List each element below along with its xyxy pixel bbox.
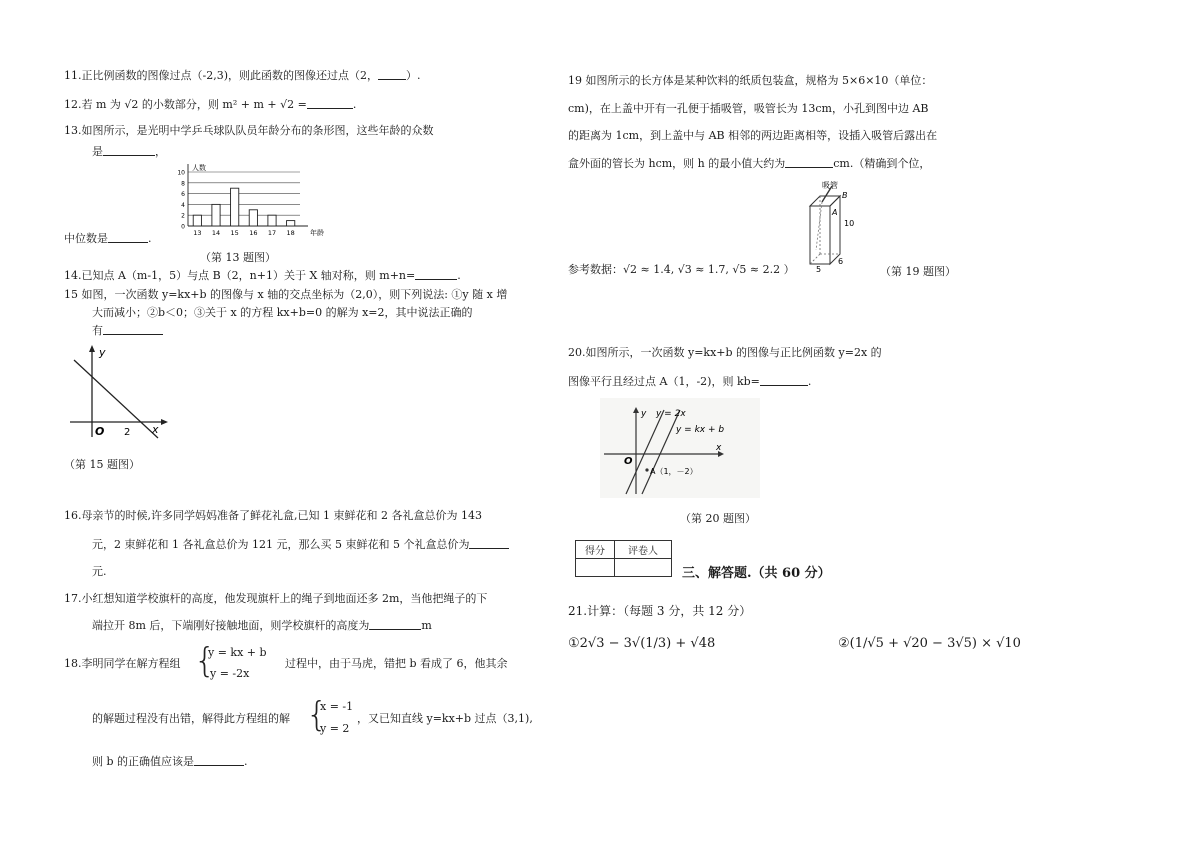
q13-caption: （第 13 题图）: [200, 251, 276, 264]
q19-box-figure: [800, 180, 880, 275]
q13-bar: [268, 215, 276, 226]
q16-blank[interactable]: [469, 537, 509, 549]
q19-caption: （第 19 题图）: [880, 265, 956, 278]
q19-line4-tail: cm.（精确到个位，: [833, 157, 931, 170]
q21-formula-2-text: ②(1/√5 + √20 − 3√5) × √10: [838, 636, 1021, 651]
q20-origin-label: O: [624, 456, 633, 467]
q19-line3: 的距离为 1cm，到上盖中与 AB 相邻的两边距离相等，设插入吸管后露出在: [568, 129, 938, 142]
q13-ytick-label: 8: [181, 180, 185, 188]
q20-point-a: [645, 468, 648, 471]
q21-formula-2: [838, 636, 1021, 651]
q19-label-a: A: [832, 208, 838, 217]
q13-ylabel: 人数: [192, 164, 206, 172]
q16-line2-text: 元，2 束鲜花和 1 各礼盒总价为 121 元，那么买 5 束鲜花和 5 个礼盒总价为: [92, 538, 470, 551]
q12: 12.若 m 为 √2 的小数部分，则 m² + m + √2 = .: [64, 98, 357, 111]
q20-y-label: y: [641, 409, 647, 419]
q15-line: [74, 360, 158, 438]
q13-ytick-label: 4: [181, 201, 185, 209]
q14-text: 14.已知点 A（m-1，5）与点 B（2，n+1）关于 X 轴对称，则 m+n=: [64, 269, 416, 282]
q17-line1: 17.小红想知道学校旗杆的高度，他发现旗杆上的绳子到地面还多 2m，当他把绳子的下: [64, 592, 488, 605]
q20-blank[interactable]: [760, 374, 808, 386]
q20-point-label: A（1，－2）: [650, 467, 698, 476]
q15-blank[interactable]: [103, 323, 163, 335]
q20-x-label: x: [716, 443, 722, 453]
q12-text: 12.若 m 为 √2 的小数部分，则 m² + m + √2 =: [64, 98, 307, 111]
q20-graph: [600, 398, 760, 498]
q19-side-face: [830, 196, 840, 264]
q18-line3-text: 则 b 的正确值应该是: [92, 755, 195, 768]
q13-xtick-label: 14: [211, 229, 221, 237]
q18-eq2: y = -2x: [210, 667, 250, 680]
q19-line4-text: 盒外面的管长为 hcm，则 h 的最小值大约为: [568, 157, 786, 170]
q19-front-face: [810, 206, 830, 264]
q15-graph: [64, 342, 174, 442]
q13-blank-mode[interactable]: [103, 144, 155, 156]
q18-line2-post: ，又已知直线 y=kx+b 过点（3,1),: [357, 712, 533, 725]
q16-line1: 16.母亲节的时候,许多同学妈妈准备了鲜花礼盒,已知 1 束鲜花和 2 各礼盒总价为 143: [64, 509, 482, 522]
q12-blank[interactable]: [307, 97, 353, 109]
q20-line2-text: 图像平行且经过点 A（1，-2)，则 kb=: [568, 375, 760, 388]
q13-line3-text: 中位数是: [64, 232, 108, 245]
q17-line2: [92, 618, 432, 633]
q11-blank[interactable]: [378, 68, 406, 80]
q13-bar: [231, 188, 239, 226]
q13-ytick-label: 6: [181, 191, 185, 199]
q11-text: 11.正比例函数的图像过点（-2,3)，则此函数的图像还过点（2，: [64, 69, 378, 82]
q13-ytick-label: 2: [181, 212, 185, 220]
q13-xtick-label: 15: [230, 229, 239, 237]
q13-line1: 13.如图所示，是光明中学乒乓球队队员年龄分布的条形图，这些年龄的众数: [64, 124, 434, 137]
q19-line1: 19 如图所示的长方体是某种饮料的纸质包装盒，规格为 5×6×10（单位：: [568, 74, 933, 87]
q13-xtick-label: 13: [193, 229, 202, 237]
q17-unit: m: [421, 619, 432, 632]
q14: 14.已知点 A（m-1，5）与点 B（2，n+1）关于 X 轴对称，则 m+n= .: [64, 269, 461, 282]
q18-eq1: y = kx + b: [208, 646, 267, 659]
q20-caption: （第 20 题图）: [680, 512, 756, 525]
grader-cell[interactable]: [615, 559, 672, 577]
q15-y-arrow: [89, 345, 95, 352]
q13-bar: [287, 221, 295, 226]
section3-heading: 三、解答题.（共 60 分）: [682, 566, 831, 581]
q18-sol2: y = 2: [320, 722, 350, 735]
q18-pre: 18.李明同学在解方程组: [64, 657, 181, 670]
q15-x-arrow: [161, 419, 168, 425]
q16-line3: 元.: [92, 565, 107, 578]
q15-origin-label: O: [95, 425, 105, 438]
q13-xtick-label: 16: [249, 229, 258, 237]
q15-caption: （第 15 题图）: [64, 458, 140, 471]
q19-label-b: B: [842, 191, 848, 200]
score-table: [575, 540, 672, 577]
q18-brace-2: {: [306, 695, 328, 735]
q13-line3: 中位数是 .: [64, 232, 152, 245]
q17-line2-text: 端拉开 8m 后，下端刚好接触地面，则学校旗杆的高度为: [92, 619, 370, 632]
q13-bar: [249, 210, 257, 226]
q15-x-label: x: [152, 423, 159, 436]
q13-xlabel: 年龄: [310, 229, 324, 237]
q15-line3: [92, 323, 163, 338]
q13-xtick-label: 17: [267, 229, 277, 237]
q15-line3-text: 有: [92, 324, 103, 337]
q11: [64, 68, 421, 83]
q13-bar-chart: [170, 160, 340, 240]
q13-bar: [193, 215, 201, 226]
q15-y-label: y: [99, 346, 106, 359]
q20-l1-label: y = 2x: [656, 409, 686, 419]
q18-line2-pre: 的解题过程没有出错，解得此方程组的解: [92, 712, 290, 725]
q13-ytick-label: 0: [181, 223, 185, 231]
q19-straw-label: 吸管: [822, 181, 838, 190]
q13-line2: 是 ，: [92, 145, 166, 158]
q19-line2: cm)，在上盖中开有一孔便于插吸管，吸管长为 13cm，小孔到图中边 AB: [568, 102, 929, 115]
q19-blank[interactable]: [785, 156, 833, 168]
q11-tail: ）.: [406, 69, 421, 82]
q15-line1: 15 如图，一次函数 y=kx+b 的图像与 x 轴的交点坐标为（2,0），则下列说法: ①y 随 x 增: [64, 288, 508, 301]
q19-label-10: 10: [844, 219, 855, 228]
q18-brace: {: [194, 641, 216, 681]
q19-label-5: 5: [816, 265, 822, 274]
q17-blank[interactable]: [369, 618, 421, 630]
q19-hidden-edge-3: [810, 254, 820, 264]
q19-label-6: 6: [838, 257, 844, 266]
q13-ytick-label: 10: [177, 169, 185, 177]
q15-line2: 大而减小；②b＜0；③关于 x 的方程 kx+b=0 的解为 x=2，其中说法正确的: [92, 306, 473, 319]
q20-l2-label: y = kx + b: [676, 425, 725, 435]
q21-formula-1-text: ①2√3 − 3√(1/3) + √48: [568, 636, 716, 651]
q20-line2: 图像平行且经过点 A（1，-2)，则 kb= .: [568, 375, 812, 388]
score-header: 得分: [576, 541, 615, 559]
q14-blank[interactable]: [415, 268, 457, 280]
q19-ref: 参考数据：√2 ≈ 1.4, √3 ≈ 1.7, √5 ≈ 2.2 ）: [568, 263, 795, 276]
q21-formula-1: [568, 636, 715, 651]
q18-sol1: x = -1: [320, 700, 354, 713]
q21-title: 21.计算：（每题 3 分，共 12 分）: [568, 604, 752, 618]
q13-line2-text: 是: [92, 145, 103, 158]
q20-line1: 20.如图所示，一次函数 y=kx+b 的图像与正比例函数 y=2x 的: [568, 346, 882, 359]
score-cell[interactable]: [576, 559, 615, 577]
q18-blank[interactable]: [194, 754, 244, 766]
q19-straw-inner: [816, 202, 822, 250]
q13-blank-median[interactable]: [108, 231, 148, 243]
q18-line3: 则 b 的正确值应该是 .: [92, 755, 248, 768]
q19-line4: [568, 156, 930, 171]
q13-bar: [212, 204, 220, 226]
q13-xtick-label: 18: [286, 229, 295, 237]
q18-post: 过程中，由于马虎，错把 b 看成了 6，他其余: [285, 657, 508, 670]
grader-header: 评卷人: [615, 541, 672, 559]
q15-two-label: 2: [124, 427, 131, 438]
q16-line2: [92, 537, 509, 552]
